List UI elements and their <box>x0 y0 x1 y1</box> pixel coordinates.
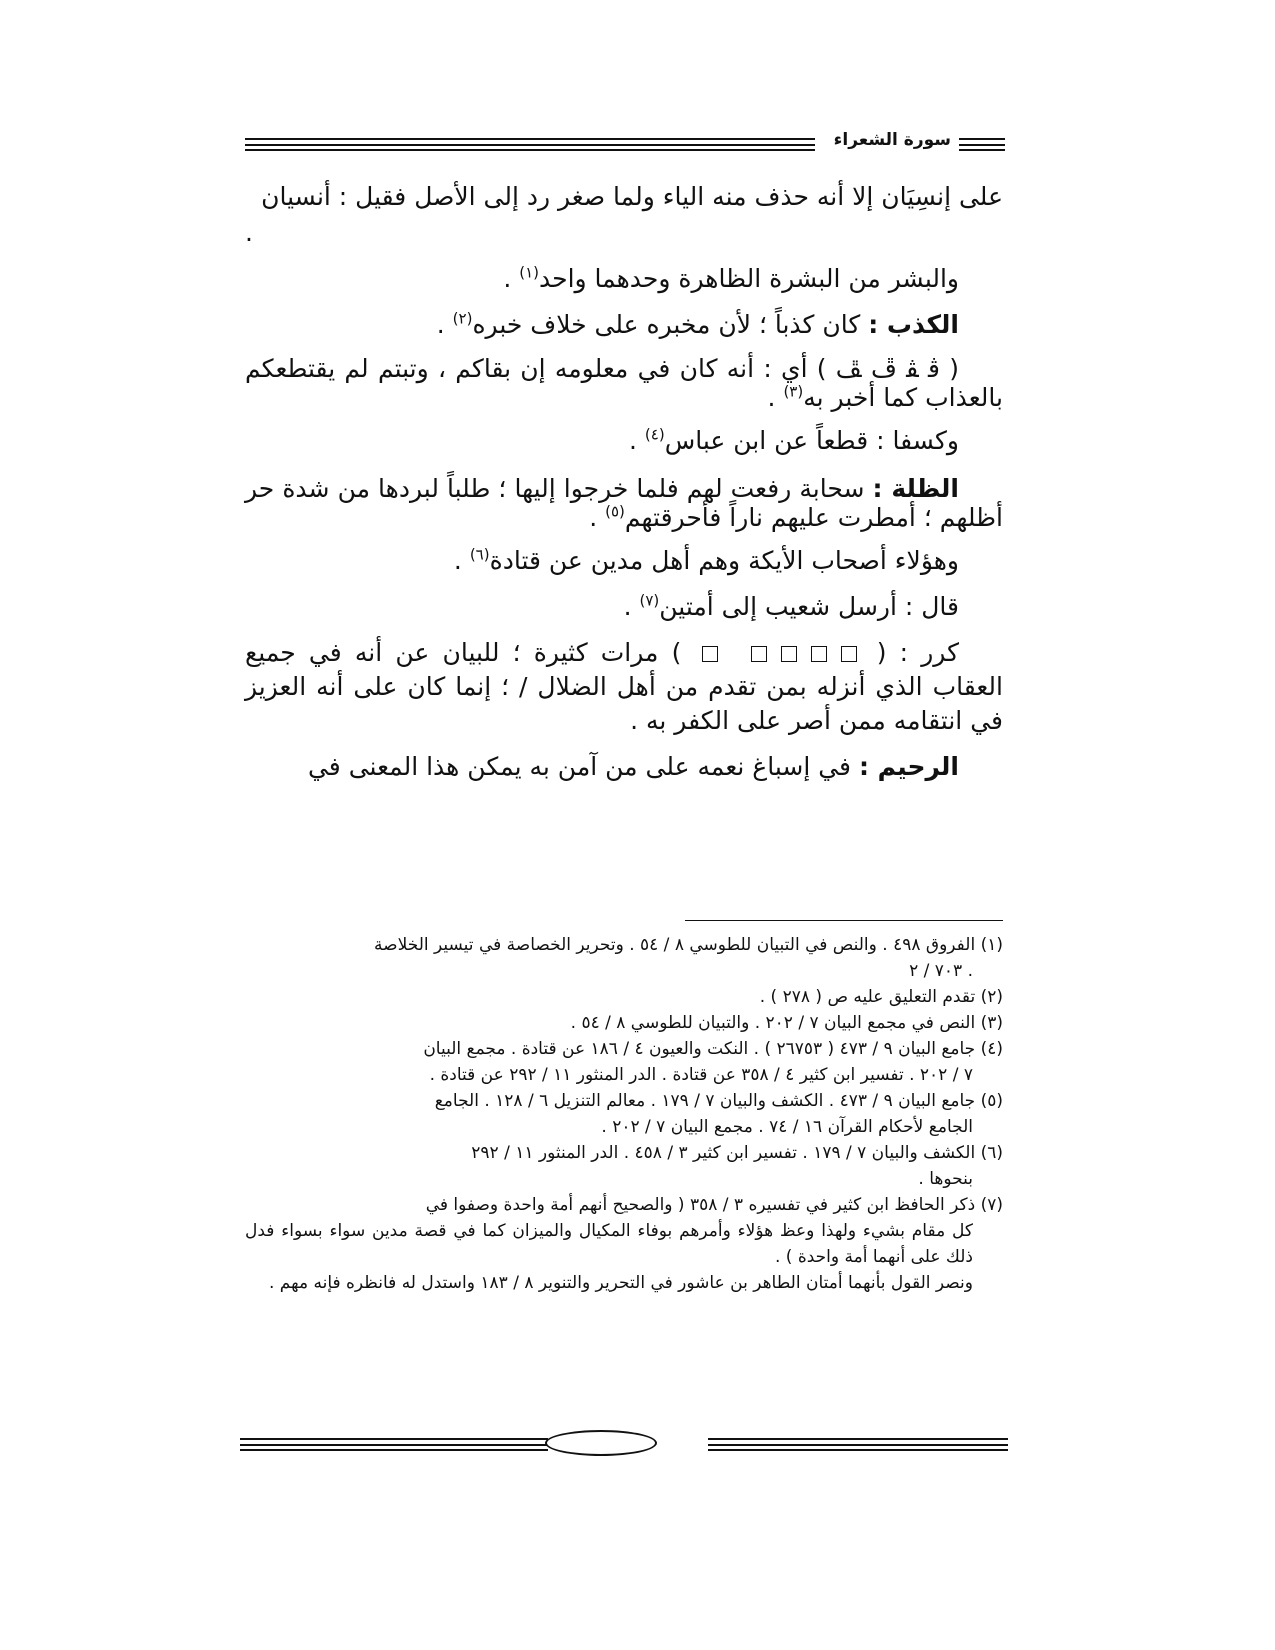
paragraph-9: كرر : ( ) مرات كثيرة ؛ للبيان عن أنه في جميع العقاب الذي أنزله بمن تقدم من أهل الضلال / ؛ إنما كان على أنه العزيز في انتقامه ممن أصر على الكفر به . <box>245 638 1003 735</box>
surah-title: سورة الشعراء <box>833 130 951 150</box>
missing-glyph-box <box>781 646 797 662</box>
footnote-7-cont2: ونصر القول بأنهما أمتان الطاهر بن عاشور في التحرير والتنوير ٨ / ١٨٣ واستدل له فانظره فإنه مهم . <box>269 1273 973 1293</box>
footnote-6: (٦) الكشف والبيان ٧ / ١٧٩ . تفسير ابن كثير ٣ / ٤٥٨ . الدر المنثور ١١ / ٢٩٢ <box>471 1143 1003 1163</box>
term-rahim: الرحيم : <box>858 752 959 781</box>
page-footer-ornament <box>240 1428 1008 1458</box>
footnote-4: (٤) جامع البيان ٩ / ٤٧٣ ( ٢٦٧٥٣ ) . النكت والعيون ٤ / ١٨٦ عن قتادة . مجمع البيان <box>423 1039 1003 1059</box>
header-rule-right <box>959 138 1005 151</box>
footnote-ref-3: (٣) <box>783 382 804 401</box>
paragraph-1 <box>245 180 1003 214</box>
footnote-5: (٥) جامع البيان ٩ / ٤٧٣ . الكشف والبيان ٧ / ١٧٩ . معالم التنزيل ٦ / ١٢٨ . الجامع <box>434 1091 1003 1111</box>
footnote-separator <box>685 920 1003 921</box>
page-number-oval <box>545 1430 657 1456</box>
footnote-7-cont: كل مقام بشيء ولهذا وعظ هؤلاء وأمرهم بوفاء المكيال والميزان كما في قصة مدين سواء بسواء فدل ذلك على أنهما أمة واحدة ) . <box>245 1221 973 1267</box>
main-text <box>245 180 1003 784</box>
footnote-1: (١) الفروق ٤٩٨ . والنص في التبيان للطوسي ٨ / ٥٤ . وتحرير الخصاصة في تيسير الخلاصة <box>374 935 1003 955</box>
paragraph-7: وهؤلاء أصحاب الأيكة وهم أهل مدين عن قتادة$^{(٦)}$ . <box>453 545 959 575</box>
missing-glyph-box <box>841 646 857 662</box>
footnote-ref-1: (١) <box>519 263 539 282</box>
term-kadhib: الكذب : <box>868 310 959 339</box>
footnote-ref-4: (٤) <box>644 425 665 444</box>
footnote-4-cont: ٧ / ٢٠٢ . تفسير ابن كثير ٤ / ٣٥٨ عن قتادة . الدر المنثور ١١ / ٢٩٢ عن قتادة . <box>429 1065 973 1085</box>
footnote-1-cont: . ٧٠٣ / ٢ <box>909 961 973 981</box>
paragraph-4: ( ﭬ ﭭ ﭮ ﭯ ) أي : أنه كان في معلومه إن بقاكم ، وتبتم لم يقتطعكم بالعذاب كما أخبر به$^{(٣)}$ . <box>245 354 1003 412</box>
page-header <box>245 128 1005 154</box>
term-zulla: الظلة : <box>872 474 959 503</box>
footnote-3: (٣) النص في مجمع البيان ٧ / ٢٠٢ . والتبيان للطوسي ٨ / ٥٤ . <box>570 1013 1003 1033</box>
paragraph-10: الرحيم : في إسباغ نعمه على من آمن به يمكن هذا المعنى في <box>307 752 959 781</box>
footnote-ref-6: (٦) <box>469 545 490 564</box>
header-rule-left <box>245 138 815 151</box>
missing-glyph-box <box>811 646 827 662</box>
footer-rule-right <box>708 1438 1008 1451</box>
footnotes <box>245 932 1003 1296</box>
paragraph-6: الظلة : سحابة رفعت لهم فلما خرجوا إليها ؛ طلباً لبردها من شدة حر أظلهم ؛ أمطرت عليهم ناراً فأحرقتهم$^{(٥)}$ . <box>245 474 1003 532</box>
missing-glyph-box <box>751 646 767 662</box>
paragraph-1-dot: . <box>245 218 253 247</box>
footnote-6-cont: بنحوها . <box>918 1169 973 1189</box>
paragraph-5: وكسفا : قطعاً عن ابن عباس$^{(٤)}$ . <box>629 425 959 455</box>
paragraph-8: قال : أرسل شعيب إلى أمتين$^{(٧)}$ . <box>623 591 959 621</box>
paragraph-1-text: على إنسِيَان إلا أنه حذف منه الياء ولما صغر رد إلى الأصل فقيل : أنسيان <box>261 182 1003 211</box>
missing-glyph-box <box>702 646 718 662</box>
footnote-5-cont: الجامع لأحكام القرآن ١٦ / ٧٤ . مجمع البيان ٧ / ٢٠٢ . <box>601 1117 973 1137</box>
footnote-ref-5: (٥) <box>605 502 625 521</box>
footer-rule-left <box>240 1438 548 1451</box>
footnote-ref-7: (٧) <box>639 591 660 610</box>
footnote-2: (٢) تقدم التعليق عليه ص ( ٢٧٨ ) . <box>759 987 1003 1007</box>
footnote-7: (٧) ذكر الحافظ ابن كثير في تفسيره ٣ / ٣٥٨ ( والصحيح أنهم أمة واحدة وصفوا في <box>425 1195 1003 1215</box>
paragraph-3: الكذب : كان كذباً ؛ لأن مخبره على خلاف خبره$^{(٢)}$ . <box>436 309 959 339</box>
footnote-ref-2: (٢) <box>452 309 473 328</box>
paragraph-2: والبشر من البشرة الظاهرة وحدهما واحد$^{(١)}$ . <box>503 263 959 293</box>
